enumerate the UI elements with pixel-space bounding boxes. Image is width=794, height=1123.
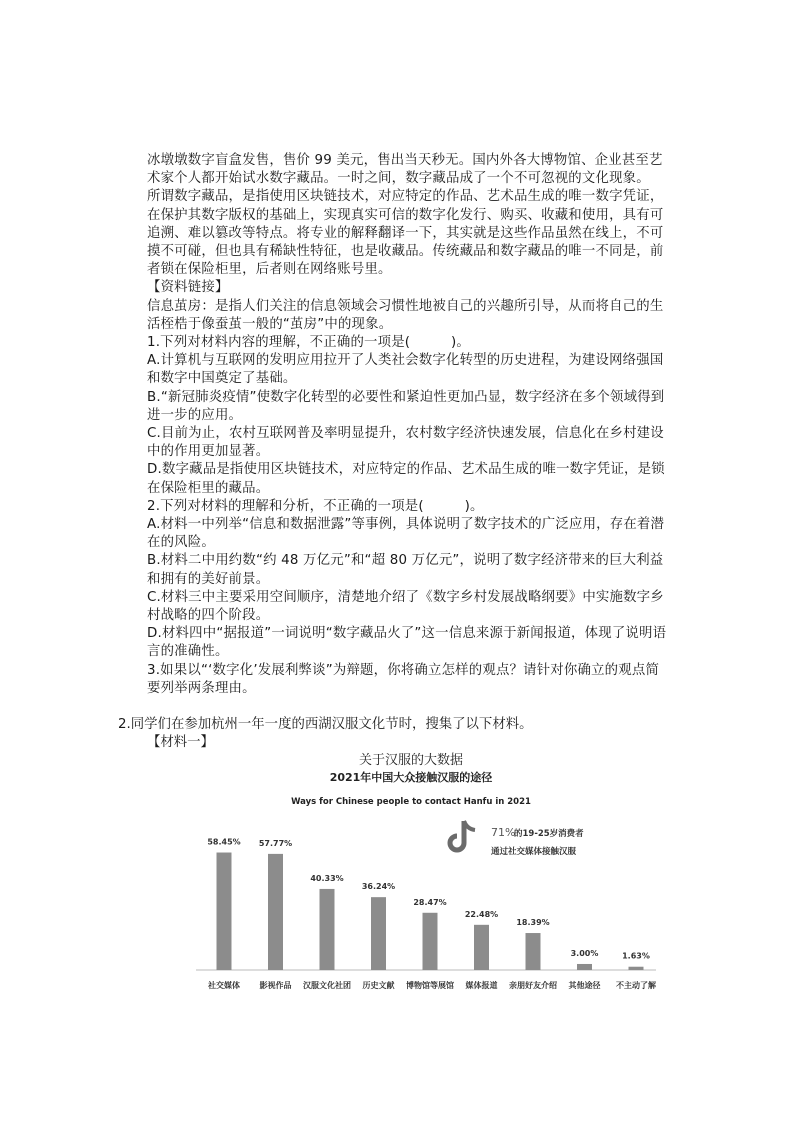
hanfu-bar-chart: [196, 748, 666, 998]
category-label-4: 历史文献: [362, 981, 395, 990]
question: 1.下列对材料内容的理解，不正确的一项是( )。: [147, 335, 471, 351]
chart-svg: [196, 748, 666, 998]
annotation-highlight: 71%: [491, 826, 516, 839]
category-label-8: 其他途径: [568, 981, 601, 990]
bar-2: [268, 854, 283, 970]
bar-group: [207, 838, 656, 990]
value-label-7: 18.39%: [516, 918, 550, 928]
material-label: 【材料一】: [147, 735, 214, 750]
option: D.数字藏品是指使用区块链技术，对应特定的作品、艺术品生成的唯一数字凭证，是锁在保险柜里的藏品。: [147, 462, 665, 496]
value-label-3: 40.33%: [310, 873, 344, 883]
value-label-4: 36.24%: [361, 882, 396, 892]
bar-5: [423, 913, 438, 970]
tiktok-icon: [450, 821, 475, 850]
chart-title: 关于汉服的大数据: [358, 753, 464, 768]
value-label-9: 1.63%: [622, 951, 650, 961]
paragraph: 冰墩墩数字盲盒发售，售价 99 美元，售出当天秒无。国内外各大博物馆、企业甚至艺术家个人都开始试水数字藏品。一时之间，数字藏品成了一个不可忽视的文化现象。: [147, 153, 663, 187]
category-label-1: 社交媒体: [208, 981, 240, 990]
bar-9: [629, 967, 644, 970]
paragraph: 信息茧房：是指人们关注的信息领域会习惯性地被自己的兴趣所引导，从而将自己的生活桎梏于像蚕茧一般的“茧房”中的现象。: [147, 298, 664, 332]
annotation-line1: 的19-25岁消费者: [514, 829, 584, 839]
option: B.“新冠肺炎疫情”使数字化转型的必要性和紧迫性更加凸显，数字经济在多个领域得到进一步的应用。: [147, 389, 665, 423]
option: A.计算机与互联网的发明应用拉开了人类社会数字化转型的历史进程，为建设网络强国和数字中国奠定了基础。: [147, 353, 664, 387]
value-label-6: 22.48%: [464, 909, 499, 919]
value-label-5: 28.47%: [413, 897, 447, 907]
question-2-intro: 2.同学们在参加杭州一年一度的西湖汉服文化节时，搜集了以下材料。: [118, 717, 533, 732]
chart-subtitle: 2021年中国大众接触汉服的途径: [329, 771, 493, 784]
section-heading: 【资料链接】: [147, 280, 229, 296]
chart-subtitle-en: Ways for Chinese people to contact Hanfu in 2021: [291, 797, 531, 807]
bar-6: [474, 925, 489, 970]
category-label-7: 亲朋好友介绍: [509, 981, 557, 990]
value-label-2: 57.77%: [258, 838, 293, 848]
question: 3.如果以“‘数字化’发展利弊谈”为辩题，你将确立怎样的观点？请针对你确立的观点简要列举两条理由。: [147, 662, 660, 696]
bar-3: [320, 889, 335, 970]
bar-4: [371, 897, 386, 970]
option: B.材料二中用约数“约 48 万亿元”和“超 80 万亿元”，说明了数字经济带来的巨大利益和拥有的美好前景。: [147, 553, 664, 587]
bar-8: [577, 964, 592, 970]
category-label-2: 影视作品: [259, 981, 292, 990]
category-label-3: 汉服文化社团: [303, 981, 351, 990]
question: 2.下列对材料的理解和分析，不正确的一项是( )。: [147, 498, 484, 514]
option: C.目前为止，农村互联网普及率明显提升，农村数字经济快速发展，信息化在乡村建设中的作用更加显著。: [147, 426, 664, 460]
option: A.材料一中列举“信息和数据泄露”等事例，具体说明了数字技术的广泛应用，存在着潜在的风险。: [147, 517, 665, 551]
article-body: [147, 152, 667, 698]
annotation-line2: 通过社交媒体接触汉服: [491, 847, 577, 857]
option: C.材料三中主要采用空间顺序，清楚地介绍了《数字乡村发展战略纲要》中实施数字乡村战略的四个阶段。: [147, 589, 664, 624]
value-label-1: 58.45%: [207, 837, 241, 847]
bar-1: [217, 853, 232, 970]
bar-7: [526, 933, 541, 970]
category-label-6: 媒体报道: [465, 981, 498, 990]
paragraph: 所谓数字藏品，是指使用区块链技术，对应特定的作品、艺术品生成的唯一数字凭证，在保护其数字版权的基础上，实现真实可信的数字化发行、购买、收藏和使用，具有可追溯、难以篡改等特点。将专业的解释翻译一下，其实就是这些作品虽然在线上，不可摸不可碰，但也具有稀缺性特征，也是收藏品。传统藏品和数字藏品的唯一不同是，前者锁在保险柜里，后者则在网络账号里。: [147, 189, 664, 278]
category-label-9: 不主动了解: [616, 981, 656, 990]
option: D.材料四中“据报道”一词说明“数字藏品火了”这一信息来源于新闻报道，体现了说明语言的准确性。: [147, 626, 667, 660]
category-label-5: 博物馆等展馆: [406, 981, 454, 990]
value-label-8: 3.00%: [570, 948, 599, 958]
